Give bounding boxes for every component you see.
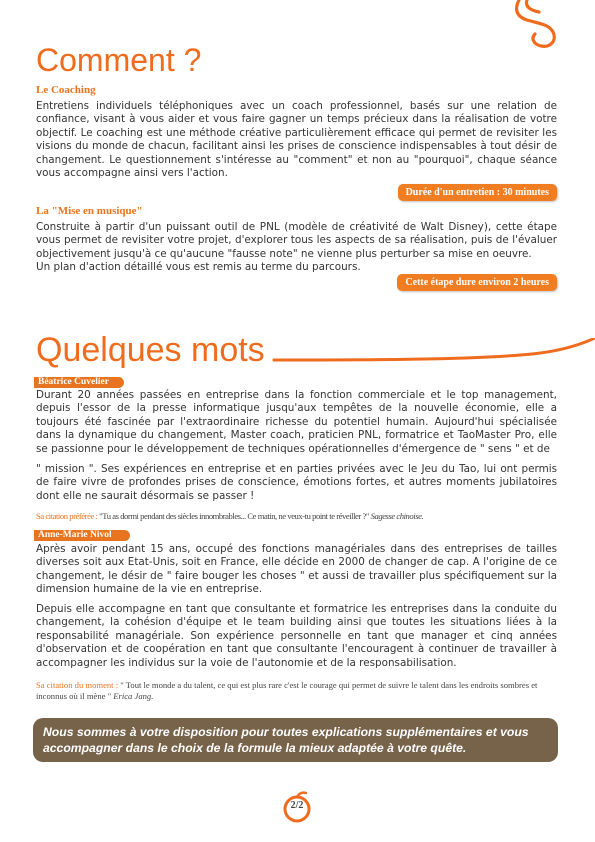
musique-paragraph-end: Un plan d'action détaillé vous est remis au terme du parcours. (36, 261, 361, 273)
musique-paragraph: Construite à partir d'un puissant outil de PNL (modèle de créativité de Walt Disney), cette étape vous permet de revisiter votre projet, d'explorer tous les aspects de sa réalisation, puis de l'évaluer objectivement jusqu'à ce qu'aucune "fausse note" ne vienne plus perturber sa mise en oeuvre. (36, 221, 557, 260)
page-number: 2/2 (290, 800, 304, 811)
quote-label: Sa citation préférée : (36, 511, 98, 521)
beatrice-paragraph: Durant 20 années passées en entreprise dans la fonction commerciale et le top management, depuis l'essor de la presse informatique jusqu'aux tempêtes de la nouvelle économie, elle a toujours été fascinée par l'extraordinaire richesse du potentiel humain. Aujourd'hui spécialisée dans la dynamique du changement, Master coach, praticien PNL, formatrice et TaoMaster Pro, elle se passionne pour le développement de techniques opérationnelles d'émergence de " sens " et de (36, 389, 557, 455)
subheading-coaching: Le Coaching (36, 84, 96, 96)
coaching-paragraph: Entretiens individuels téléphoniques avec un coach professionnel, basés sur une relation de confiance, visant à vous aider et vous faire gagner un temps précieux dans la réalisation de votre objectif. Le coaching est une méthode créative particulièrement efficace qui permet de revisiter les visions du monde de chacun, facilitant ainsi les prises de conscience indispensables à tout désir de changement. Le questionnement s'intéresse au "comment" et non au "pourquoi", chaque séance vous accompagne ainsi vers l'action. (36, 100, 557, 180)
duration-badge: Durée d'un entretien : 30 minutes (398, 184, 557, 201)
anne-quote (36, 680, 557, 702)
orange-swirl-logo-icon (505, 0, 567, 52)
quote-author: Erica Jang. (113, 691, 154, 701)
quote-author: Sagesse chinoise. (370, 511, 424, 521)
name-tag-anne-marie: Anne-Marie Nivol (34, 530, 130, 541)
anne-paragraph: Après avoir pendant 15 ans, occupé des fonctions managériales dans des entreprises de tailles diverses soit aux Etat-Unis, soit en France, elle décide en 2000 de changer de cap. A l'origine de ce changement, le désir de " faire bouger les choses " et aussi de travailler plus spécifiquement sur la dimension humaine de la vie en entreprise. (36, 543, 557, 596)
name-tag-beatrice: Béatrice Cuvelier (34, 377, 124, 388)
quote-label: Sa citation du moment : (36, 680, 119, 690)
beatrice-paragraph-end: " mission ". Ses expériences en entreprise et en parties privées avec le Jeu du Tao, lui ont permis de faire vivre de profondes prises de conscience, émotions fortes, et autres moments jubilatoires dont elle ne saurait désormais se passer ! (36, 463, 557, 502)
step-duration-badge: Cette étape dure environ 2 heures (397, 274, 557, 291)
contact-banner: Nous sommes à votre disposition pour toutes explications supplémentaires et vous accompagner dans le choix de la formule la mieux adaptée à votre quête. (33, 718, 558, 762)
section-title-quelques-mots: Quelques mots (36, 331, 265, 369)
section-title-comment: Comment ? (36, 42, 202, 78)
anne-paragraph-end: Depuis elle accompagne en tant que consultante et formatrice les entreprises dans la conduite du changement, la cohésion d'équipe et le team building ainsi que toutes les situations liées à la responsabilité managériale. Son expérience personnelle en tant que manager et cinq années d'observation et de coopération en tant que consultante l'encouragent à continuer de travailler à accompagner les individus sur la voie de l'autonomie et de la responsabilisation. (36, 603, 557, 669)
subheading-musique: La "Mise en musique" (36, 205, 143, 217)
beatrice-quote (36, 511, 557, 522)
quote-text: " Tout le monde a du talent, ce qui est plus rare c'est le courage qui permet de suivre le talent dans les endroits sombres et inconnus où il mène " (36, 680, 538, 701)
quote-text: "Tu as dormi pendant des siècles innombrables... Ce matin, ne veux-tu point te réveiller ?" (97, 511, 371, 521)
orange-decorative-rule (272, 338, 595, 366)
